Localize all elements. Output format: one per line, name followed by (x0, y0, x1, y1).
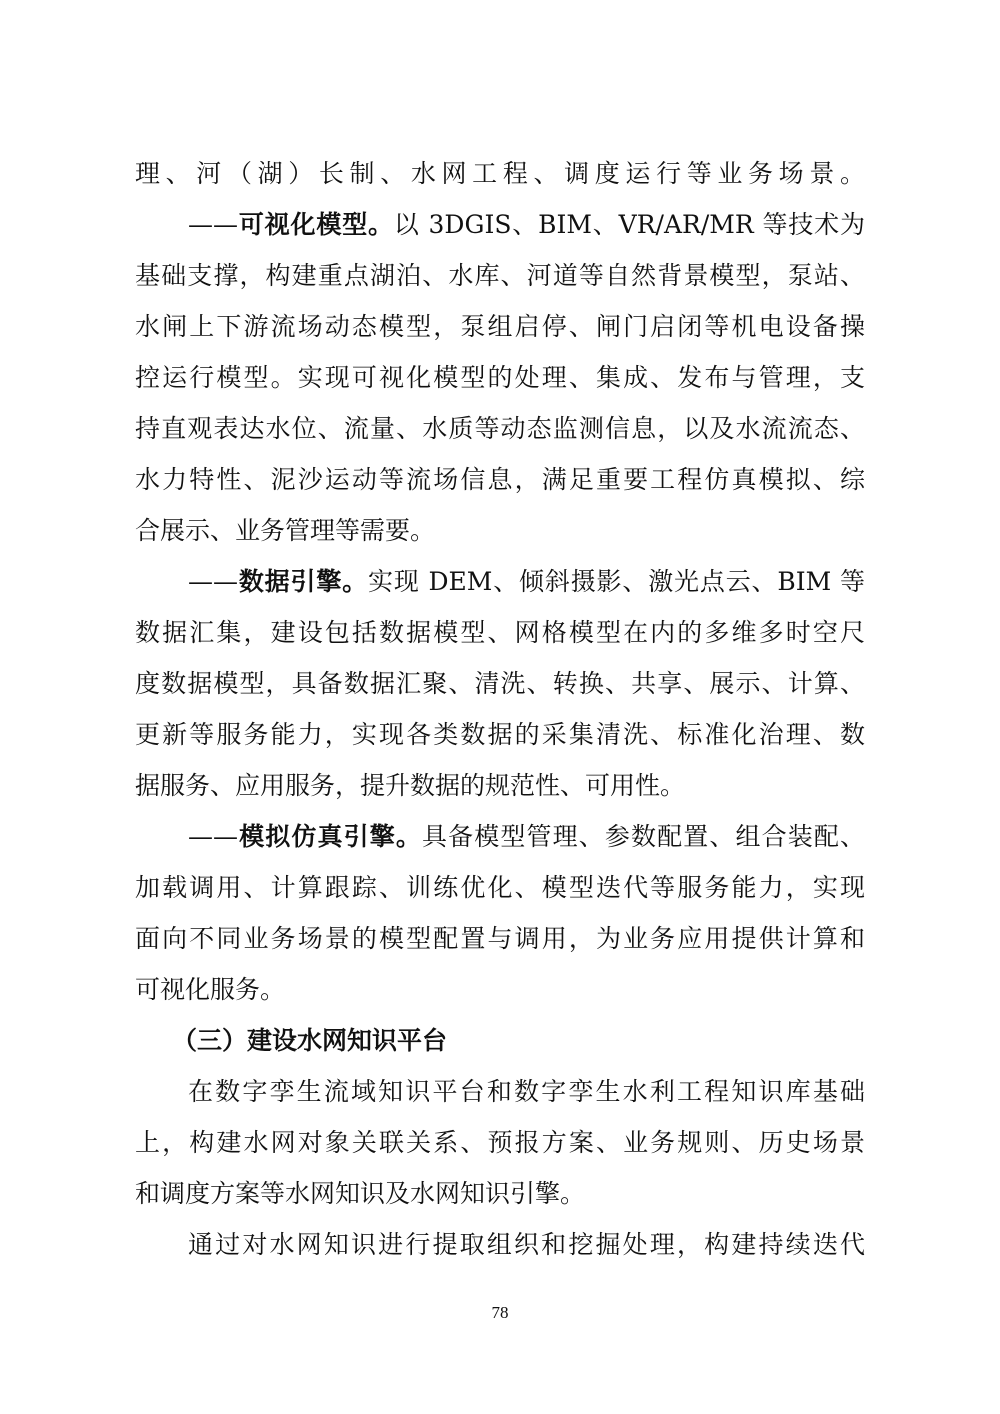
line-text: 通过对水网知识进行提取组织和挖掘处理，构建持续迭代 (188, 1230, 865, 1259)
line-text: 上，构建水网对象关联关系、预报方案、业务规则、历史场景 (135, 1128, 865, 1157)
text-line-1 (135, 158, 865, 190)
line-text: 水力特性、泥沙运动等流场信息，满足重要工程仿真模拟、综 (135, 465, 865, 494)
text-line-3 (135, 260, 865, 292)
line-text: 据服务、应用服务，提升数据的规范性、可用性。 (135, 771, 686, 800)
text-line-5 (135, 362, 865, 394)
line-text: 加载调用、计算跟踪、训练优化、模型迭代等服务能力，实现 (135, 873, 865, 902)
text-line-14 (188, 821, 865, 853)
text-line-22 (188, 1229, 865, 1261)
dash-lead: —— (188, 210, 238, 239)
line-text: 实现 DEM、倾斜摄影、激光点云、BIM 等 (368, 567, 865, 596)
text-line-21 (135, 1178, 865, 1210)
text-line-16 (135, 923, 865, 955)
line-text: 基础支撑，构建重点湖泊、水库、河道等自然背景模型，泵站、 (135, 261, 865, 290)
text-line-17 (135, 974, 865, 1006)
line-text: 持直观表达水位、流量、水质等动态监测信息，以及水流流态、 (135, 414, 865, 443)
text-line-15 (135, 872, 865, 904)
page-number: 78 (491, 1303, 509, 1322)
text-line-9 (188, 566, 865, 598)
line-text: 面向不同业务场景的模型配置与调用，为业务应用提供计算和 (135, 924, 865, 953)
line-text: 水闸上下游流场动态模型，泵组启停、闸门启闭等机电设备操 (135, 312, 865, 341)
dash-lead: —— (188, 567, 238, 596)
line-text: 可视化服务。 (135, 975, 286, 1004)
text-line-7 (135, 464, 865, 496)
text-line-11 (135, 668, 865, 700)
text-line-19 (188, 1076, 865, 1108)
text-line-8 (135, 515, 865, 547)
text-line-20 (135, 1127, 865, 1159)
dash-lead: —— (188, 822, 238, 851)
line-text: 以 3DGIS、BIM、VR/AR/MR 等技术为 (393, 210, 865, 239)
line-text: 在数字孪生流域知识平台和数字孪生水利工程知识库基础 (188, 1077, 865, 1106)
text-line-2 (188, 209, 865, 241)
line-text: 控运行模型。实现可视化模型的处理、集成、发布与管理，支 (135, 363, 865, 392)
line-text: 数据汇集，建设包括数据模型、网格模型在内的多维多时空尺 (135, 618, 865, 647)
text-line-12 (135, 719, 865, 751)
line-text: 和调度方案等水网知识及水网知识引擎。 (135, 1179, 586, 1208)
section-heading (172, 1025, 865, 1057)
line-text: 具备模型管理、参数配置、组合装配、 (422, 822, 865, 851)
section-heading-text: （三）建设水网知识平台 (172, 1026, 448, 1055)
text-line-13 (135, 770, 865, 802)
line-text: 理、河（湖）长制、水网工程、调度运行等业务场景。 (135, 159, 865, 188)
line-text: 更新等服务能力，实现各类数据的采集清洗、标准化治理、数 (135, 720, 865, 749)
text-line-10 (135, 617, 865, 649)
line-text: 度数据模型，具备数据汇聚、清洗、转换、共享、展示、计算、 (135, 669, 865, 698)
inline-heading-visual-model: 可视化模型。 (238, 210, 394, 239)
inline-heading-data-engine: 数据引擎。 (238, 567, 369, 596)
inline-heading-simulation-engine: 模拟仿真引擎。 (238, 822, 422, 851)
line-text: 合展示、业务管理等需要。 (135, 516, 436, 545)
text-line-4 (135, 311, 865, 343)
text-line-6 (135, 413, 865, 445)
